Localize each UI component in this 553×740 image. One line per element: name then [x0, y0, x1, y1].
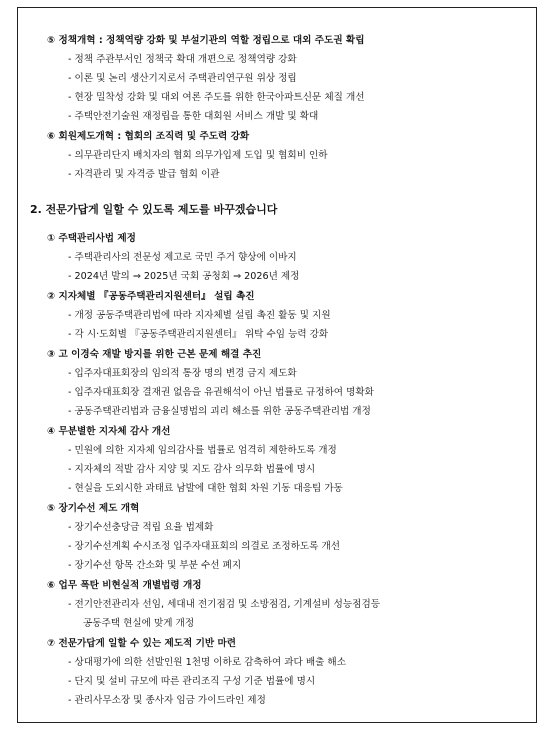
bullet-text: - 주택관리사의 전문성 제고로 국민 주거 향상에 이바지	[68, 252, 297, 263]
bullet-text: - 이론 및 논리 생산기지로서 주택관리연구원 위상 정립	[68, 73, 297, 84]
bullet-text: - 현장 밀착성 강화 및 대외 여론 주도를 위한 한국아파트신문 체질 개선	[68, 92, 365, 103]
bullet-text: - 민원에 의한 지자체 임의감사를 법률로 엄격히 제한하도록 개정	[68, 445, 337, 456]
bullet-text: - 단지 및 설비 규모에 따른 관리조직 구성 기준 법률에 명시	[68, 676, 316, 687]
bullet-text: - 입주자대표회장 결재권 없음을 유권해석이 아닌 법률로 규정하여 명확화	[68, 387, 374, 398]
bullet-text: - 의무관리단지 배치자의 협회 의무가입제 도입 및 협회비 인하	[68, 150, 328, 161]
bullet-text: - 입주자대표회장의 임의적 통장 명의 변경 금지 제도화	[68, 368, 297, 379]
bullet-text: - 2024년 발의 ⇒ 2025년 국회 공청회 ⇒ 2026년 제정	[68, 271, 300, 282]
item-title: ② 지자체별 『공동주택관리지원센터』 설립 촉진	[47, 291, 255, 302]
bullet-text: - 장기수선충당금 적립 요율 법제화	[68, 522, 214, 533]
item-title: ⑤ 장기수선 제도 개혁	[47, 503, 140, 514]
bullet-text: 공동주택 현실에 맞게 개정	[83, 618, 195, 629]
bullet-text: - 각 시·도회별 『공동주택관리지원센터』 위탁 수임 능력 강화	[68, 329, 329, 340]
item-title: ⑥ 회원제도개혁 : 협회의 조직력 및 주도력 강화	[47, 131, 250, 142]
bullet-text: - 상대평가에 의한 선발인원 1천명 이하로 감축하여 과다 배출 해소	[68, 657, 346, 668]
item-title: ⑦ 전문가답게 일할 수 있는 제도적 기반 마련	[47, 638, 237, 649]
bullet-text: - 장기수선 항목 간소화 및 부분 수선 폐지	[68, 560, 242, 571]
bullet-text: - 현실을 도외시한 과태료 남발에 대한 협회 차원 기동 대응팀 가동	[68, 483, 343, 494]
item-title: ⑤ 정책개혁 : 정책역량 강화 및 부설기관의 역할 정립으로 대외 주도권 확립	[47, 35, 365, 46]
bullet-text: - 장기수선계획 수시조정 입주자대표회의 의결로 조정하도록 개선	[68, 541, 340, 552]
bullet-text: - 개정 공동주택관리법에 따라 지자체별 설립 촉진 활동 및 지원	[68, 310, 331, 321]
bullet-text: - 정책 주관부서인 정책국 확대 개편으로 정책역량 강화	[68, 54, 297, 65]
item-title: ④ 무분별한 지자체 감사 개선	[47, 426, 171, 437]
bullet-text: - 주택안전기술원 재정립을 통한 대회원 서비스 개발 및 확대	[68, 111, 319, 122]
bullet-text: - 전기안전관리자 선임, 세대내 전기점검 및 소방점검, 기계설비 성능점검등	[68, 599, 380, 610]
bullet-text: - 지자체의 적발 감사 지양 및 지도 감사 의무화 법률에 명시	[68, 464, 316, 475]
bullet-text: - 자격관리 및 자격증 발급 협회 이관	[68, 169, 220, 180]
section-heading: 2. 전문가답게 일할 수 있도록 제도를 바꾸겠습니다	[30, 203, 278, 216]
bullet-text: - 공동주택관리법과 금융실명법의 괴리 해소를 위한 공동주택관리법 개정	[68, 406, 371, 417]
item-title: ③ 고 이경숙 재발 방지를 위한 근본 문제 해결 추진	[47, 349, 262, 360]
item-title: ⑥ 업무 폭탄 비현실적 개별법령 개정	[47, 580, 202, 591]
bullet-text: - 관리사무소장 및 종사자 임금 가이드라인 제정	[68, 695, 266, 706]
item-title: ① 주택관리사법 제정	[47, 233, 136, 244]
